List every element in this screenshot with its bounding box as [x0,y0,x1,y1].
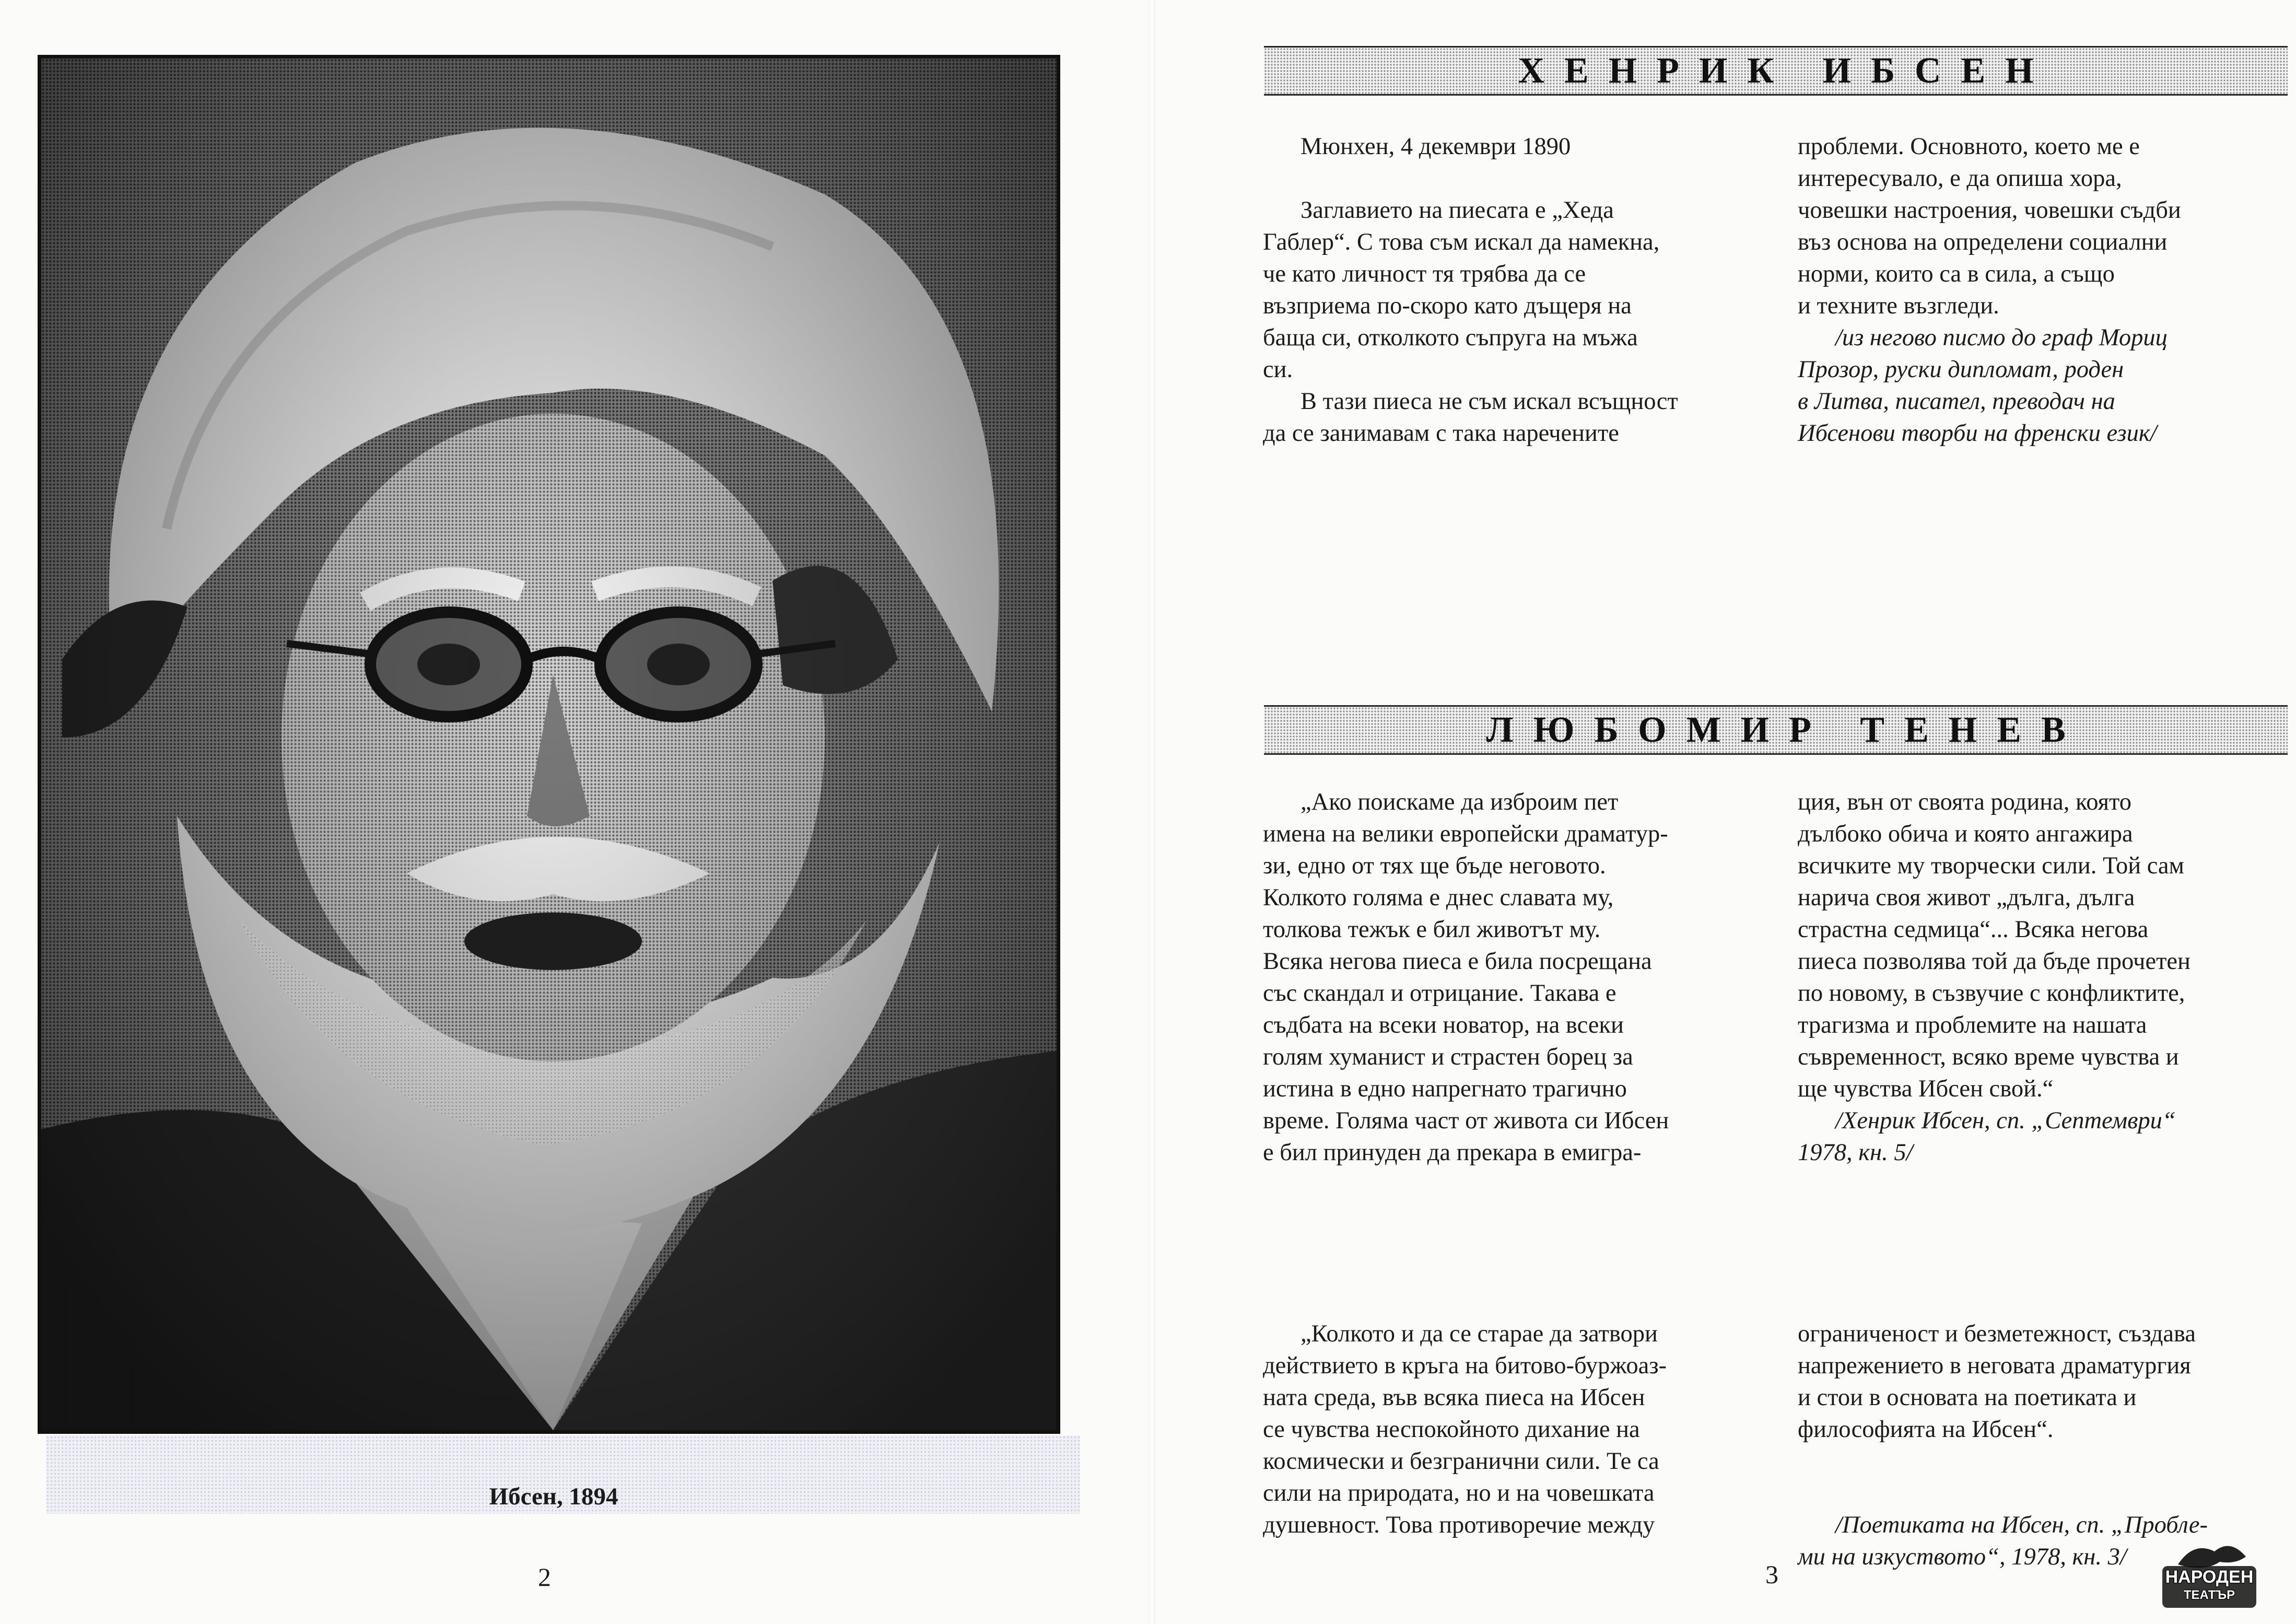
text-line: космически и безгранични сили. Те са [1263,1448,1659,1475]
text-line: В тази пиеса не съм искал всъщност [1301,388,1678,415]
text-line: ната среда, във всяка пиеса на Ибсен [1263,1384,1645,1411]
ibsen-letter-col1 [1263,131,1723,449]
national-theatre-logo [2157,1536,2262,1614]
text-line: ще чувства Ибсен свой.“ [1798,1076,2054,1102]
text-line: интересувало, е да опиша хора, [1798,165,2122,192]
text-line: Всяка негова пиеса е била посрещана [1263,948,1652,975]
section-title: ХЕНРИК ИБСЕН [1518,50,2054,91]
text-line: истина в едно напрегнато трагично [1263,1076,1627,1102]
portrait-illustration [41,59,1057,1430]
text-line: пиеса позволява той да бъде прочетен [1798,948,2190,975]
page-gutter [1148,0,1155,1624]
section-title: ЛЮБОМИР ТЕНЕВ [1486,709,2086,750]
tenev-quote2-col2 [1798,1318,2278,1573]
text-line: възприема по-скоро като дъщеря на [1263,293,1632,319]
text-line: е бил принуден да прекара в емигра- [1263,1139,1642,1166]
text-line: Габлер“. С това съм искал да намекна, [1263,229,1660,255]
source-line: ми на изкуството“, 1978, кн. 3/ [1798,1544,2127,1570]
tenev-quote1-col1 [1263,786,1723,1169]
ibsen-portrait-photo [38,55,1060,1434]
source-line: /из негово писмо до граф Мориц [1835,324,2168,351]
logo-line2: ТЕАТЪР [2183,1588,2235,1602]
letter-date: Мюнхен, 4 декември 1890 [1301,133,1571,160]
text-line: норми, които са в сила, а също [1798,261,2115,287]
section-header-ibsen [1264,46,2288,96]
text-line: си. [1263,356,1293,383]
text-line: че като личност тя трябва да се [1263,261,1586,287]
logo-line1: НАРОДЕН [2165,1567,2254,1587]
text-line: „Колкото и да се старае да затвори [1301,1321,1658,1347]
text-line: със скандал и отрицание. Такава е [1263,980,1616,1007]
page-number-right: 3 [1765,1560,1778,1589]
source-line: в Литва, писател, преводач на [1798,388,2115,415]
text-line: съвременност, всяко време чувства и [1798,1044,2179,1070]
source-line: /Поетиката на Ибсен, сп. „Пробле- [1835,1512,2208,1538]
text-line: напрежението в неговата драматургия [1798,1352,2191,1379]
text-line: нарича своя живот „дълга, дълга [1798,884,2135,911]
text-line: и техните възгледи. [1798,293,1999,319]
text-line: душевност. Това противоречие между [1263,1512,1655,1538]
text-line: време. Голяма част от живота си Ибсен [1263,1107,1669,1134]
text-line: се чувства неспокойното дихание на [1263,1416,1640,1443]
source-line: /Хенрик Ибсен, сп. „Септември“ [1835,1107,2176,1134]
photo-caption: Ибсен, 1894 [489,1483,618,1510]
page-number-left: 2 [538,1562,551,1592]
text-line: Колкото голяма е днес славата му, [1263,884,1614,911]
text-line: човешки настроения, човешки съдби [1798,197,2181,224]
text-line: и стои в основата на поетиката и [1798,1384,2137,1411]
tenev-quote1-col2 [1798,786,2278,1169]
text-line: зи, едно от тях ще бъде неговото. [1263,852,1606,879]
text-line: баща си, отколкото съпруга на мъжа [1263,324,1638,351]
text-line: ция, вън от своята родина, която [1798,789,2131,815]
source-line: 1978, кн. 5/ [1798,1139,1913,1166]
text-line: действието в кръга на битово-буржоаз- [1263,1352,1667,1379]
source-line: Ибсенови творби на френски език/ [1798,420,2157,447]
text-line: „Ако поискаме да изброим пет [1301,789,1619,815]
text-line: философията на Ибсен“. [1798,1416,2054,1443]
text-line: дълбоко обича и която ангажира [1798,821,2133,847]
source-line: Прозор, руски дипломат, роден [1798,356,2124,383]
text-line: сили на природата, но и на човешката [1263,1480,1655,1506]
text-line: ограниченост и безметежност, създава [1798,1321,2196,1347]
text-line: съдбата на всеки новатор, на всеки [1263,1012,1624,1038]
text-line: въз основа на определени социални [1798,229,2168,255]
text-line: да се занимавам с така наречените [1263,420,1619,447]
text-line: трагизма и проблемите на нашата [1798,1012,2147,1038]
text-line: Заглавието на пиесата е „Хеда [1301,197,1614,224]
tenev-quote2-col1 [1263,1318,1723,1541]
text-line: по новому, в съзвучие с конфликтите, [1798,980,2185,1007]
text-line: страстна седмица“... Всяка негова [1798,916,2149,943]
text-line: проблеми. Основното, което ме е [1798,133,2140,160]
text-line: всичките му творчески сили. Той сам [1798,852,2184,879]
text-line: имена на велики европейски драматур- [1263,821,1668,847]
ibsen-letter-col2 [1798,131,2278,449]
text-line: голям хуманист и страстен борец за [1263,1044,1633,1070]
section-header-tenev [1264,705,2288,755]
text-line: толкова тежък е бил животът му. [1263,916,1601,943]
